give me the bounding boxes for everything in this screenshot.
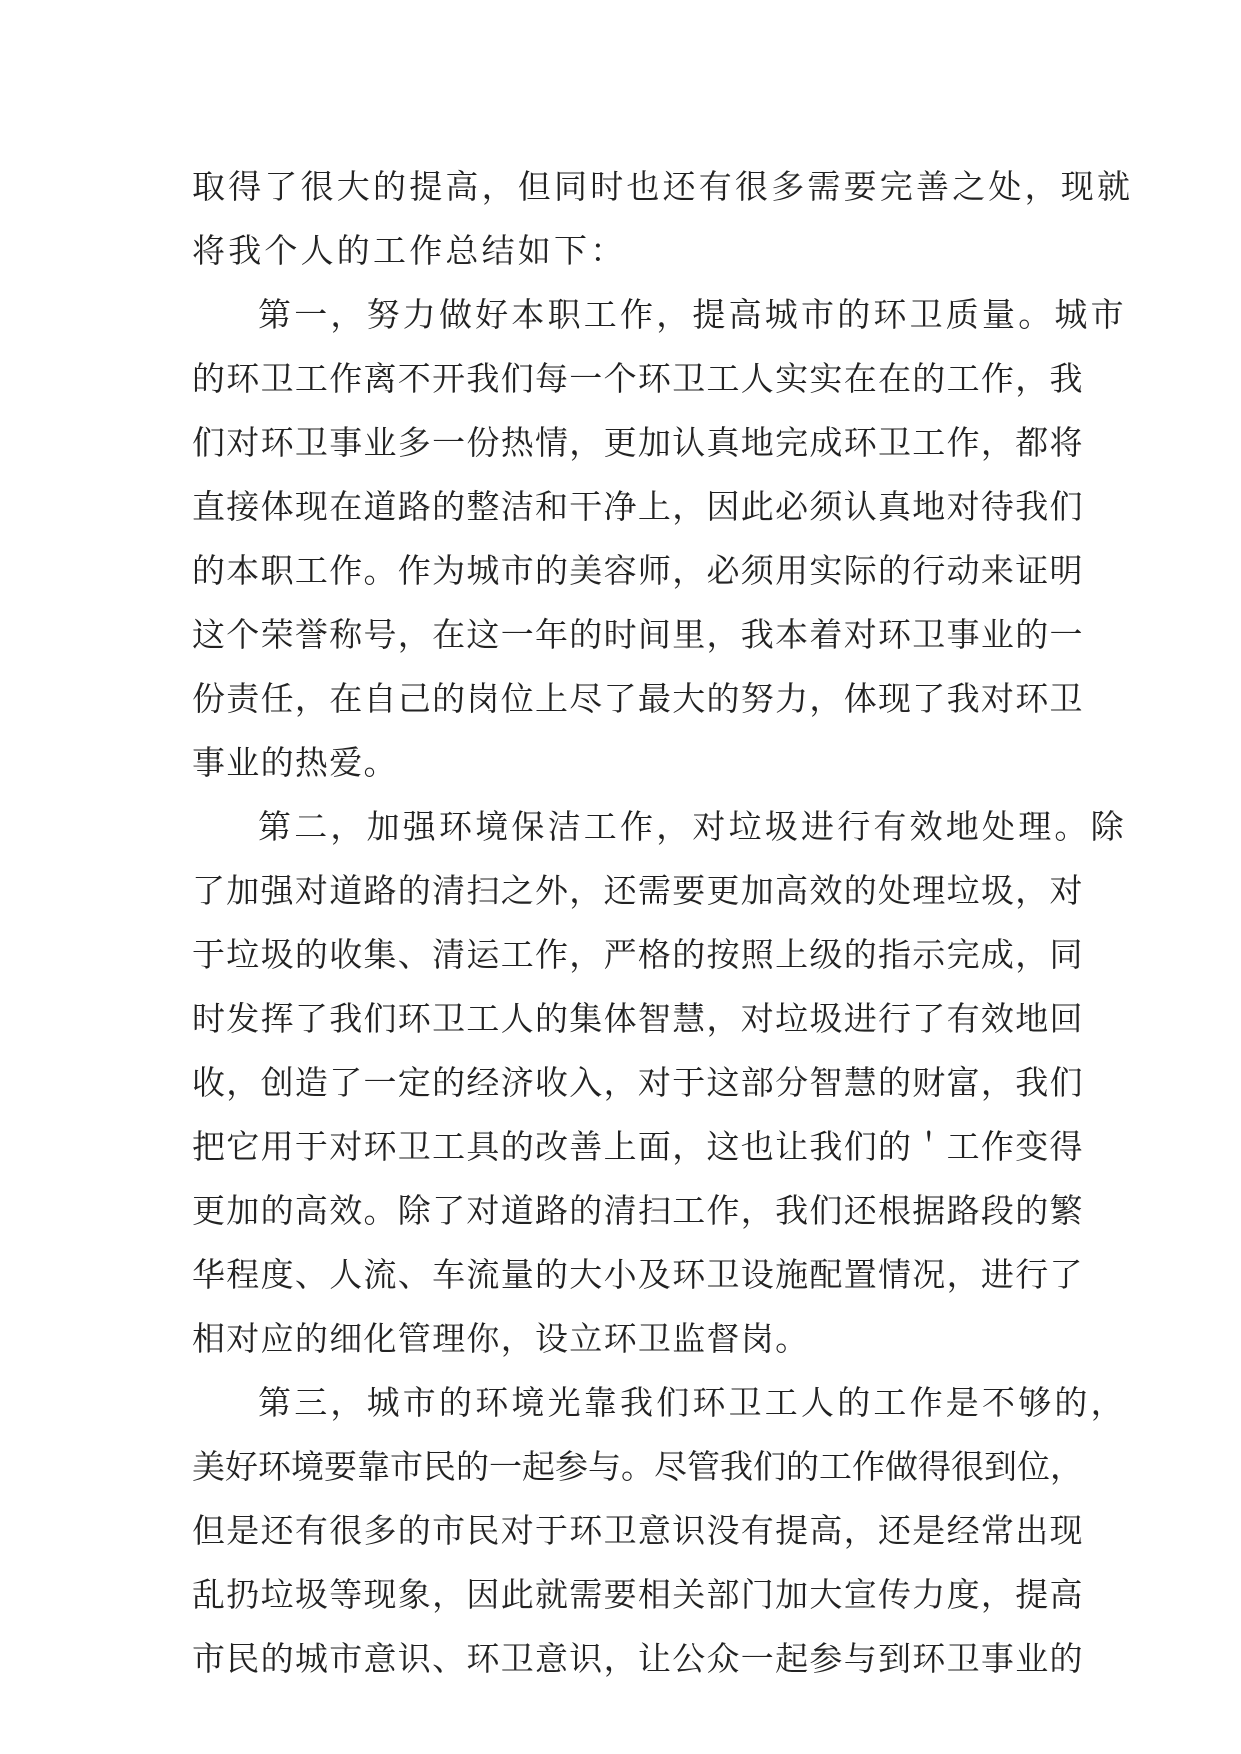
- text-line: 但是还有很多的市民对于环卫意识没有提高，还是经常出现: [192, 1511, 1084, 1550]
- paragraph-first-line: 第二，加强环境保洁工作，对垃圾进行有效地处理。除: [258, 807, 1127, 846]
- text-line: 乱扔垃圾等现象，因此就需要相关部门加大宣传力度，提高: [192, 1575, 1084, 1614]
- text-line: 美好环境要靠市民的一起参与。尽管我们的工作做得很到位，: [192, 1447, 1083, 1486]
- text-line: 了加强对道路的清扫之外，还需要更加高效的处理垃圾，对: [192, 871, 1084, 910]
- text-line: 把它用于对环卫工具的改善上面，这也让我们的＇工作变得: [192, 1127, 1084, 1166]
- document-body: [192, 155, 1134, 1691]
- text-line: 于垃圾的收集、清运工作，严格的按照上级的指示完成，同: [192, 935, 1084, 974]
- text-line: 直接体现在道路的整洁和干净上，因此必须认真地对待我们: [192, 487, 1084, 526]
- text-line: 市民的城市意识、环卫意识，让公众一起参与到环卫事业的: [192, 1639, 1084, 1678]
- text-line: 份责任，在自己的岗位上尽了最大的努力，体现了我对环卫: [192, 679, 1084, 718]
- text-line: 将我个人的工作总结如下：: [192, 231, 627, 270]
- text-line: 事业的热爱。: [192, 743, 398, 782]
- paragraph-first-line: 第一，努力做好本职工作，提高城市的环卫质量。城市: [258, 295, 1127, 334]
- text-line: 这个荣誉称号，在这一年的时间里，我本着对环卫事业的一: [192, 615, 1084, 654]
- text-line: 更加的高效。除了对道路的清扫工作，我们还根据路段的繁: [192, 1191, 1084, 1230]
- text-line: 时发挥了我们环卫工人的集体智慧，对垃圾进行了有效地回: [192, 999, 1084, 1038]
- text-line: 们对环卫事业多一份热情，更加认真地完成环卫工作，都将: [192, 423, 1084, 462]
- text-line: 收，创造了一定的经济收入，对于这部分智慧的财富，我们: [192, 1063, 1084, 1102]
- text-line: 华程度、人流、车流量的大小及环卫设施配置情况，进行了: [192, 1255, 1084, 1294]
- text-line: 取得了很大的提高，但同时也还有很多需要完善之处，现就: [192, 167, 1134, 206]
- text-line: 的环卫工作离不开我们每一个环卫工人实实在在的工作，我: [192, 359, 1084, 398]
- text-line: 相对应的细化管理你，设立环卫监督岗。: [192, 1319, 810, 1358]
- paragraph-first-line: 第三，城市的环境光靠我们环卫工人的工作是不够的，: [258, 1383, 1127, 1422]
- text-line: 的本职工作。作为城市的美容师，必须用实际的行动来证明: [192, 551, 1084, 590]
